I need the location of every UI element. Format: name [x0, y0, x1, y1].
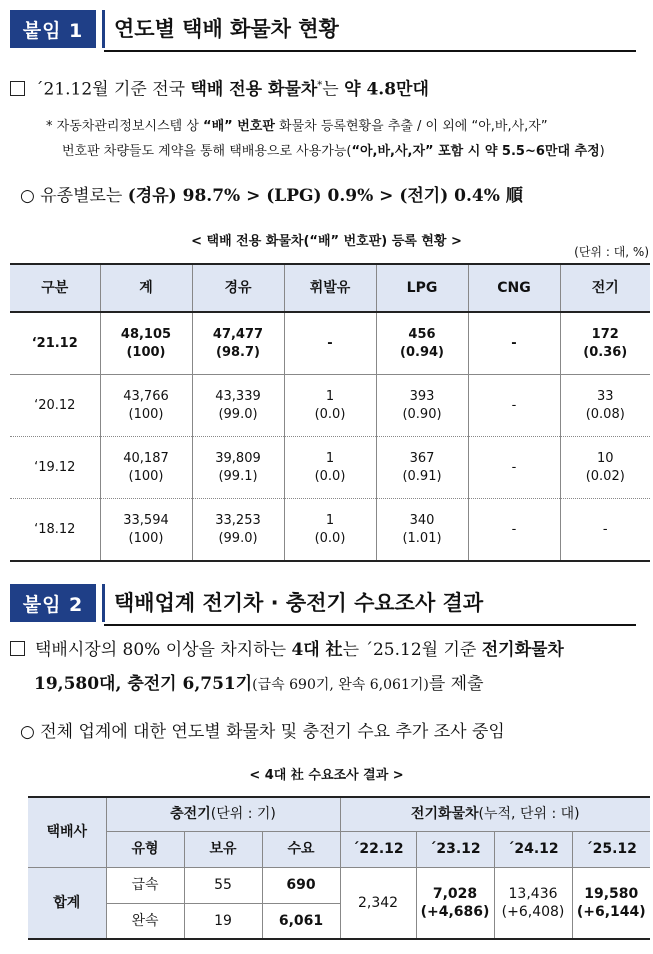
section2-divider	[102, 584, 105, 622]
ev-value: 13,436 (+6,408)	[494, 867, 572, 939]
header-year: ´24.12	[494, 831, 572, 867]
table1-caption: < 택배 전용 화물차(“배” 번호판) 등록 현황 >	[191, 234, 462, 249]
s2-bullet1-bold: 4대 社	[291, 640, 343, 660]
section1-note-line1	[46, 117, 548, 137]
ev-value: 19,580 (+6,144)	[572, 867, 650, 939]
section2-badge: 붙임 2	[10, 584, 96, 622]
table-cell: 40,187 (100)	[100, 437, 192, 499]
section2-title: 택배업계 전기차 · 충전기 수요조사 결과	[114, 591, 484, 615]
checkbox-icon	[10, 641, 25, 656]
note2-post: )	[599, 144, 605, 159]
header-total: 계	[100, 264, 192, 312]
table-cell: 43,766 (100)	[100, 375, 192, 437]
bullet2-text: ○ 유종별로는	[20, 186, 128, 206]
section1-bullet1	[10, 74, 429, 102]
row-year: ‘20.12	[10, 375, 100, 437]
charger-own-fast: 55	[184, 867, 262, 903]
table-cell: -	[560, 499, 650, 562]
s2-bullet1-mid: 는 ´25.12월 기준	[342, 640, 482, 660]
table-cell: 33,253 (99.0)	[192, 499, 284, 562]
section1-title: 연도별 택배 화물차 현황	[114, 17, 339, 41]
section1-bullet2	[20, 184, 523, 208]
table1-unit: (단위 : 대, %)	[574, 245, 649, 259]
table2-caption: < 4대 社 수요조사 결과 >	[249, 768, 404, 783]
table-row	[10, 499, 650, 562]
demand-survey-table	[28, 796, 650, 940]
section1-divider	[102, 10, 105, 48]
bullet1-bold2: 약 4.8만대	[344, 79, 429, 100]
s2-bullet1-bold2: 전기화물차	[481, 640, 564, 660]
section2-bullet2: ○ 전체 업계에 대한 연도별 화물차 및 충전기 수요 추가 조사 중임	[20, 722, 505, 742]
table-cell: -	[284, 312, 376, 375]
header-own: 보유	[184, 831, 262, 867]
table-cell: -	[468, 499, 560, 562]
header-year: ´25.12	[572, 831, 650, 867]
row-year: ‘21.12	[10, 312, 100, 375]
table-cell: 340 (1.01)	[376, 499, 468, 562]
s2-bullet1-pre: 택배시장의 80% 이상을 차지하는	[35, 640, 292, 660]
table2-header-row2	[28, 831, 650, 867]
bullet1-bold: 택배 전용 화물차	[190, 79, 318, 100]
header-charger: 충전기(단위 : 기)	[106, 797, 340, 831]
table-cell: 393 (0.90)	[376, 375, 468, 437]
header-diesel: 경유	[192, 264, 284, 312]
header-gasoline: 휘발유	[284, 264, 376, 312]
charger-type-slow: 완속	[106, 903, 184, 939]
table-cell: 1 (0.0)	[284, 375, 376, 437]
table-cell: -	[468, 312, 560, 375]
note2-bold: “아,바,사,자” 포함 시 약 5.5~6만대 추정	[351, 144, 600, 159]
s2-bullet1-l2-small: (급속 690기, 완속 6,061기)	[252, 677, 429, 693]
ev-value: 2,342	[340, 867, 416, 939]
s2-bullet1-l2-post: 를 제출	[428, 674, 484, 694]
section2-bullet1-line2	[34, 672, 484, 697]
table-row	[10, 312, 650, 375]
table-cell: 43,339 (99.0)	[192, 375, 284, 437]
header-cng: CNG	[468, 264, 560, 312]
table-cell: 33 (0.08)	[560, 375, 650, 437]
row-year: ‘19.12	[10, 437, 100, 499]
section1-header	[8, 8, 636, 54]
note1-bold: “배” 번호판	[203, 119, 275, 134]
header-ev: 전기화물차(누적, 단위 : 대)	[340, 797, 650, 831]
table2-header-row1	[28, 797, 650, 831]
charger-own-slow: 19	[184, 903, 262, 939]
table-cell: -	[468, 437, 560, 499]
row-year: ‘18.12	[34, 521, 76, 537]
section2-header	[8, 582, 636, 628]
section1-underline	[104, 50, 636, 52]
checkbox-icon	[10, 81, 25, 96]
charger-type-fast: 급속	[106, 867, 184, 903]
bullet1-footnote-mark: *	[317, 80, 323, 91]
section1-badge: 붙임 1	[10, 10, 96, 48]
header-demand: 수요	[262, 831, 340, 867]
table-cell: -	[468, 375, 560, 437]
header-category: 구분	[10, 264, 100, 312]
table-cell: 47,477 (98.7)	[192, 312, 284, 375]
ev-value: 7,028 (+4,686)	[416, 867, 494, 939]
table-cell: 456 (0.94)	[376, 312, 468, 375]
table-cell: 39,809 (99.1)	[192, 437, 284, 499]
header-lpg: LPG	[376, 264, 468, 312]
table-row	[10, 437, 650, 499]
header-type: 유형	[106, 831, 184, 867]
table-cell: 367 (0.91)	[376, 437, 468, 499]
header-company: 택배사	[28, 797, 106, 867]
note2-pre: 번호판 차량들도 계약을 통해 택배용으로 사용가능(	[62, 144, 352, 159]
section2-underline	[104, 624, 636, 626]
section2-bullet1-line1	[10, 638, 564, 662]
note1-pre: * 자동차관리정보시스템 상	[46, 119, 204, 134]
charger-demand-slow: 6,061	[262, 903, 340, 939]
s2-bullet1-l2-bold: 19,580대, 충전기 6,751기	[34, 674, 253, 694]
header-year: ´22.12	[340, 831, 416, 867]
total-label: 합계	[28, 867, 106, 939]
table-cell: 10 (0.02)	[560, 437, 650, 499]
header-year: ´23.12	[416, 831, 494, 867]
table-row	[10, 375, 650, 437]
header-electric: 전기	[560, 264, 650, 312]
table-cell: 33,594 (100)	[100, 499, 192, 562]
bullet1-text2: 는	[322, 79, 345, 100]
section1-note-line2	[62, 142, 605, 162]
table-row	[28, 867, 650, 903]
bullet2-bold: (경유) 98.7% > (LPG) 0.9% > (전기) 0.4% 順	[127, 186, 523, 206]
table-cell: 1 (0.0)	[284, 437, 376, 499]
vehicle-registration-table	[10, 263, 650, 562]
note1-post: 화물차 등록현황을 추출 / 이 외에 “아,바,사,자”	[274, 119, 548, 134]
charger-demand-fast: 690	[262, 867, 340, 903]
table-cell: 172 (0.36)	[560, 312, 650, 375]
table-cell: 48,105 (100)	[100, 312, 192, 375]
table-cell: 1 (0.0)	[284, 499, 376, 562]
table1-header-row	[10, 264, 650, 312]
bullet1-text: ´21.12월 기준 전국	[35, 79, 191, 100]
